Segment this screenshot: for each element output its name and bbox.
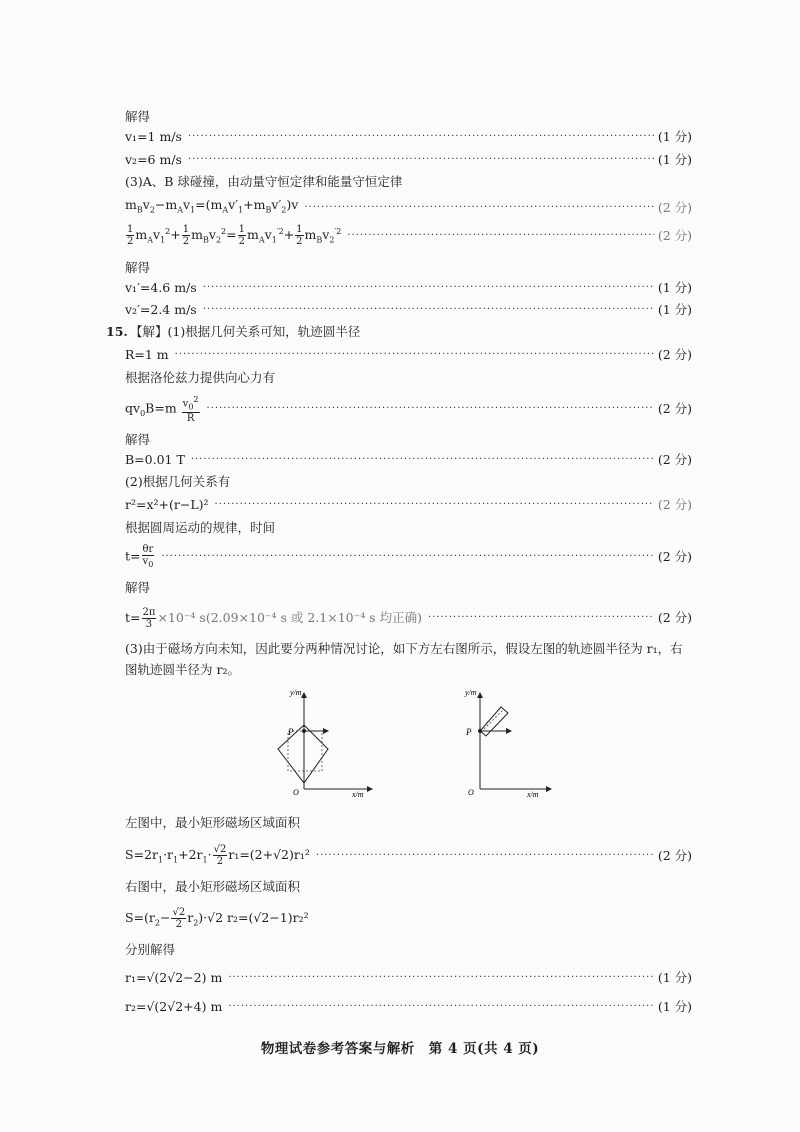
t-result-equation: t= $\frac{2\pi}{3}$ ×10⁻⁴ s(2.09×10⁻⁴ s 或 2.1×10⁻⁴ s 均正确) [125,606,422,630]
S1-equation: $S=2r_1\cdot r_1+2r_1\cdot$ $\frac{√2}{2}$ r₁=(2+√2)r₁² [125,843,310,867]
v2p-score: (1 分) [657,302,692,317]
r2-equation: r₂=√(2√2+4) m [125,999,223,1014]
leader-dots [228,970,654,986]
t-result-tail: ×10⁻⁴ s(2.09×10⁻⁴ s 或 2.1×10⁻⁴ s 均正确) [157,609,422,625]
left-fig-text: 左图中，最小矩形磁场区域面积 [125,815,301,830]
geom-equation: r²=x²+(r−L)² [125,497,209,512]
r2-line [125,999,692,1015]
right-trajectory-figure [455,685,555,797]
momentum-score: (2 分) [657,199,692,215]
lorentz-equation: $qv_0B=m$ $\frac{v_0^2}{R}$ [125,394,199,425]
lorentz-text: 根据洛伦兹力提供向心力有 [125,370,276,385]
circular-text: 根据圆周运动的规律，时间 [125,520,276,535]
leader-dots [203,280,654,296]
part3b-text: (3)由于磁场方向未知，因此要分两种情况讨论，如下方左右图所示，假设左图的轨迹圆半径为 r₁，右图轨迹圆半径为 r₂。 [125,641,683,677]
point-p [302,729,306,733]
v1p-equation: v₁′=4.6 m/s [125,280,197,295]
part3-heading: (3)A、B 球碰撞，由动量守恒定律和能量守恒定律 [125,174,403,189]
energy-equation: $\frac{1}{2}$ $m_Av_1^2+$ $\frac{1}{2}$ $m_Bv_2^2=$ $\frac{1}{2}$ $m_Av_1^{'2}+$ $\frac{1}{2}$ $m_Bv_2^{'2}$ [127,223,342,247]
R-line [125,347,692,363]
energy-line [125,222,692,250]
leader-dots [347,228,653,244]
R-equation: R=1 m [125,347,169,362]
leader-dots [428,610,654,626]
right-fig-text: 右图中，最小矩形磁场区域面积 [125,879,301,894]
R-score: (2 分) [657,347,692,362]
diamond-region [278,725,328,783]
y-axis-label: y/m [465,688,477,697]
question-number: 15. [106,324,128,339]
B-line [125,452,692,468]
S2-equation: $S=(r_2-$ $\frac{√2}{2}$ $r_2)\cdot√2$ r₂=(√2−1)r₂² [125,906,309,930]
v1p-line [125,280,692,296]
v2-equation: v₂=6 m/s [125,152,182,167]
jiede-4: 解得 [125,580,151,595]
origin-label: O [293,788,299,797]
v1-score: (1 分) [657,129,692,144]
leader-dots [228,999,654,1015]
S1-score: (2 分) [657,848,692,863]
t-result-score: (2 分) [657,610,692,625]
leader-dots [215,497,654,513]
v2-score: (1 分) [657,152,692,167]
separately-text: 分别解得 [125,942,176,957]
rect-region [480,707,508,736]
energy-score: (2 分) [657,228,692,243]
jiede-3: 解得 [125,432,151,447]
r2-score: (1 分) [657,999,692,1014]
S2-line [125,905,692,933]
point-p [478,729,482,733]
v2-line [125,152,692,168]
S1-line [125,842,692,870]
page-footer: 物理试卷参考答案与解析 第 4 页(共 4 页) [260,1041,540,1057]
t-equation: t= $\frac{\theta r}{v_0}$ [125,544,154,569]
left-trajectory-figure [268,685,378,797]
t-line [125,542,692,572]
dashed-line [484,710,503,729]
lorentz-line [125,394,692,424]
S2-tail: ·√2 r₂=(√2−1)r₂² [203,909,309,925]
leader-dots [316,848,654,864]
jiede-1: 解得 [125,109,151,124]
x-axis-label: x/m [527,790,539,797]
leader-dots [304,200,653,216]
y-axis-label: y/m [290,688,302,697]
x-axis-label: x/m [352,790,364,797]
origin-label: O [468,788,474,797]
lorentz-score: (2 分) [657,401,692,416]
geom-score: (2 分) [657,497,692,512]
t-score: (2 分) [657,549,692,564]
momentum-equation: $m_Bv_2-m_Av_1=(m_Av'_1+m_Bv'_2)v$ [125,197,299,215]
v2p-equation: v₂′=2.4 m/s [125,302,197,317]
point-p-label: P [288,727,294,737]
leader-dots [161,549,654,565]
v1p-score: (1 分) [657,280,692,295]
B-score: (2 分) [657,452,692,467]
r1-score: (1 分) [657,970,692,985]
leader-dots [191,452,654,468]
leader-dots [203,302,654,318]
v1-line [125,129,692,145]
leader-dots [188,129,654,145]
leader-dots [175,347,654,363]
B-equation: B=0.01 T [125,452,185,467]
point-p-label: P [466,727,472,737]
v2p-line [125,302,692,318]
v1-equation: v₁=1 m/s [125,129,182,144]
t-result-line [125,604,692,632]
geom-line [125,497,692,513]
leader-dots [207,401,654,417]
leader-dots [188,152,654,168]
r1-line [125,970,692,986]
momentum-line [125,197,692,219]
S1-tail: r₁=(2+√2)r₁² [228,846,310,862]
q15-heading: 【解】(1)根据几何关系可知，轨迹圆半径 [130,324,361,339]
r1-equation: r₁=√(2√2−2) m [125,970,223,985]
jiede-2: 解得 [125,260,151,275]
part2-heading: (2)根据几何关系有 [125,474,231,489]
